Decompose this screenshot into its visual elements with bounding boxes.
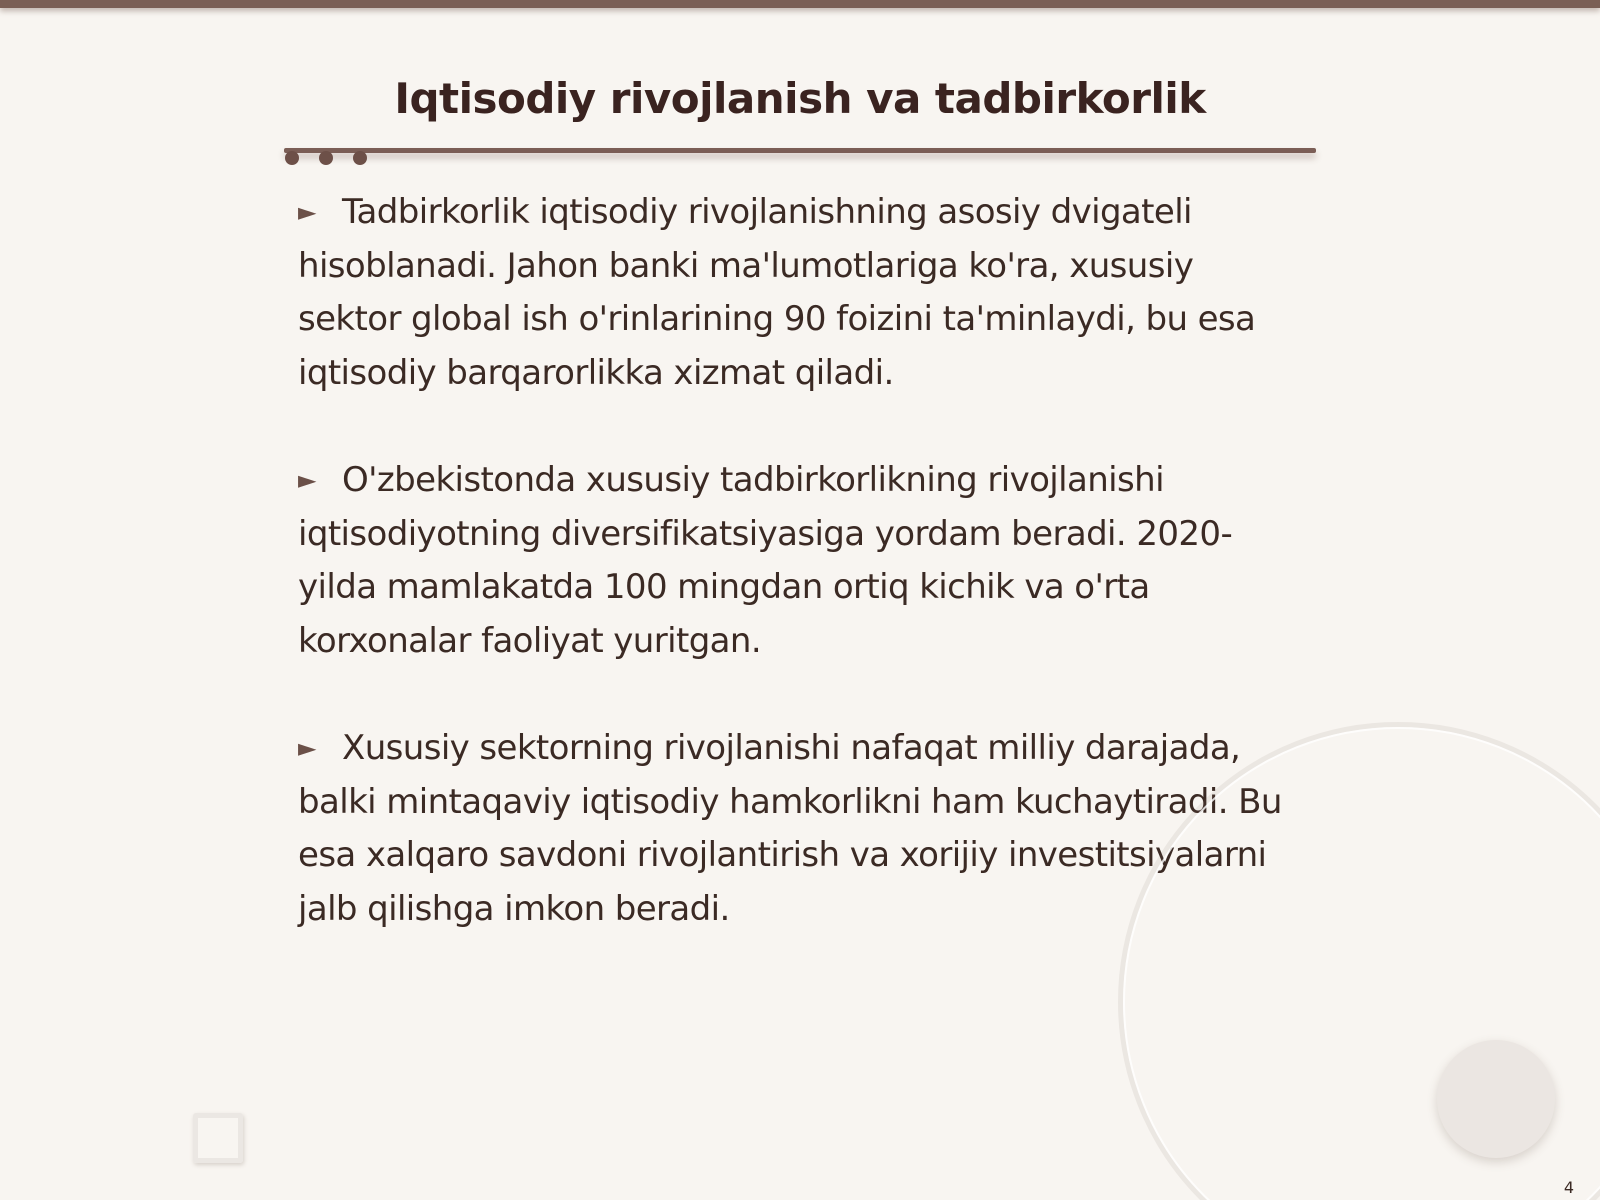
dot-ornament-1 bbox=[285, 151, 299, 165]
decorative-square bbox=[193, 1113, 243, 1163]
page-number: 4 bbox=[1563, 1178, 1574, 1197]
bullet-text-1: Tadbirkorlik iqtisodiy rivojlanishning asosiy dvigateli hisoblanadi. Jahon banki ma'lumotlariga ko'ra, xususiy sektor global ish o'rinlarining 90 foizini ta'minlaydi, bu esa iqtisodiy barqarorlikka xizmat qiladi. bbox=[298, 192, 1256, 393]
bullet-paragraph-1 bbox=[298, 186, 1298, 400]
slide-title: Iqtisodiy rivojlanish va tadbirkorlik bbox=[394, 74, 1206, 123]
top-accent-band bbox=[0, 0, 1600, 8]
dot-ornament-3 bbox=[353, 151, 367, 165]
bullet-text-2: O'zbekistonda xususiy tadbirkorlikning rivojlanishi iqtisodiyotning diversifikatsiyasiga yordam beradi. 2020-yilda mamlakatda 100 mingdan ortiq kichik va o'rta korxonalar faoliyat yuritgan. bbox=[298, 460, 1233, 661]
title-underline bbox=[284, 148, 1316, 153]
triangle-right-icon: ► bbox=[298, 734, 316, 762]
bullet-list bbox=[298, 186, 1298, 990]
dot-ornament-2 bbox=[319, 151, 333, 165]
decorative-circle bbox=[1437, 1040, 1555, 1158]
bullet-text-3: Xususiy sektorning rivojlanishi nafaqat milliy darajada, balki mintaqaviy iqtisodiy hamkorlikni ham kuchaytiradi. Bu esa xalqaro savdoni rivojlantirish va xorijiy investitsiyalarni jalb qilishga imkon beradi. bbox=[298, 728, 1282, 929]
bullet-paragraph-2 bbox=[298, 454, 1298, 668]
triangle-right-icon: ► bbox=[298, 466, 316, 494]
triangle-right-icon: ► bbox=[298, 198, 316, 226]
